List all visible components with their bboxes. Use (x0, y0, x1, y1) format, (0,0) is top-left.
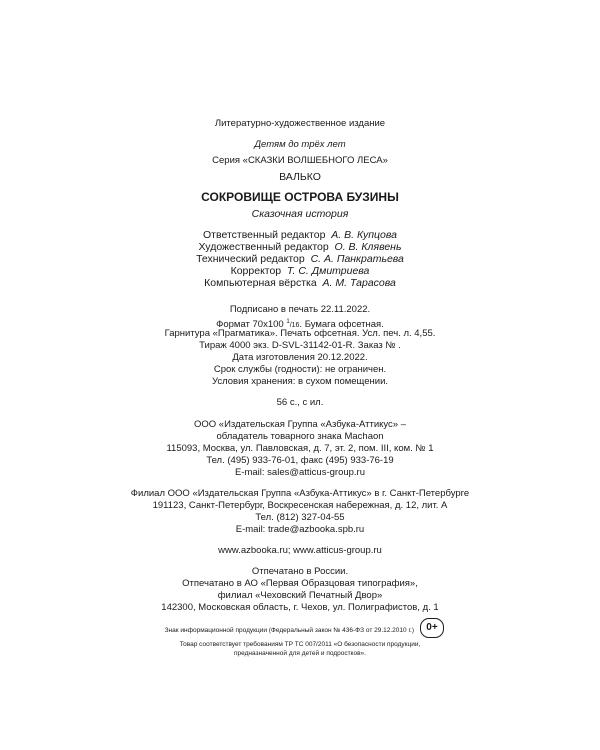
page-count: 56 с., с ил. (276, 397, 324, 408)
credit-role: Художественный редактор (198, 241, 329, 253)
branch-name: Филиал ООО «Издательская Группа «Азбука-Аттикус» в г. Санкт-Петербурге (130, 488, 470, 499)
publisher-phone: Тел. (495) 933-76-01, факс (495) 933-76-19 (206, 455, 394, 466)
branch-address: 191123, Санкт-Петербург, Воскресенская набережная, д. 12, лит. А (152, 500, 448, 511)
branch-email: E-mail: trade@azbooka.spb.ru (235, 524, 365, 535)
printer-branch: филиал «Чеховский Печатный Двор» (217, 590, 383, 601)
printer-address: 142300, Московская область, г. Чехов, ул. Полиграфистов, д. 1 (161, 602, 439, 613)
credit-name: А. М. Тарасова (322, 277, 396, 289)
book-title: СОКРОВИЩЕ ОСТРОВА БУЗИНЫ (201, 190, 399, 204)
compliance-line-2: предназначенной для детей и подростков». (234, 650, 366, 657)
credit-role: Корректор (230, 265, 282, 277)
credit-name: Т. С. Дмитриева (287, 265, 370, 277)
credit-role: Ответственный редактор (203, 229, 326, 241)
compliance-line-1: Товар соответствует требованиям ТР ТС 007/2011 «О безопасности продукции, (179, 641, 421, 648)
format-fraction-denominator: /16 (289, 322, 300, 329)
author-name: ВАЛЬКО (279, 171, 321, 183)
trademark-owner: обладатель товарного знака Machaon (216, 431, 384, 442)
branch-phone: Тел. (812) 327-04-55 (255, 512, 345, 523)
print-run: Тираж 4000 экз. D-SVL-31142-01-R. Заказ № . (199, 340, 401, 351)
websites: www.azbooka.ru; www.atticus-group.ru (218, 545, 382, 556)
format-fraction-numerator: 1 (286, 319, 290, 325)
storage-conditions: Условия хранения: в сухом помещении. (211, 376, 389, 387)
publisher-address: 115093, Москва, ул. Павловская, д. 7, эт. 2, пом. III, ком. № 1 (166, 443, 434, 454)
credit-role: Компьютерная вёрстка (204, 277, 317, 289)
printer-company: Отпечатано в АО «Первая Образцовая типография», (182, 578, 418, 589)
manufacture-date: Дата изготовления 20.12.2022. (232, 352, 368, 363)
credit-name: С. А. Панкратьева (310, 253, 404, 265)
format-suffix: . Бумага офсетная. (299, 319, 384, 330)
printed-country: Отпечатано в России. (251, 566, 349, 577)
age-recommendation: Детям до трёх лет (254, 139, 346, 150)
edition-type: Литературно-художественное издание (214, 118, 386, 129)
publisher-email: E-mail: sales@atticus-group.ru (234, 467, 366, 478)
info-sign-text: Знак информационной продукции (Федеральный закон № 436-ФЗ от 29.12.2010 г.) (164, 627, 414, 634)
credit-name: О. В. Клявень (334, 241, 402, 253)
signed-date: Подписано в печать 22.11.2022. (229, 304, 371, 315)
series-title: Серия «СКАЗКИ ВОЛШЕБНОГО ЛЕСА» (212, 155, 388, 166)
book-subtitle: Сказочная история (251, 208, 349, 220)
credit-line (0, 277, 600, 290)
credit-role: Технический редактор (196, 253, 305, 265)
credit-name: А. В. Купцова (331, 229, 397, 241)
format-prefix: Формат 70x100 (216, 319, 287, 330)
age-rating-badge: 0+ (420, 618, 444, 638)
typeface-info: Гарнитура «Прагматика». Печать офсетная. Усл. печ. л. 4,55. (164, 328, 436, 339)
shelf-life: Срок службы (годности): не ограничен. (213, 364, 387, 375)
publisher-name: ООО «Издательская Группа «Азбука-Аттикус» – (194, 419, 406, 430)
